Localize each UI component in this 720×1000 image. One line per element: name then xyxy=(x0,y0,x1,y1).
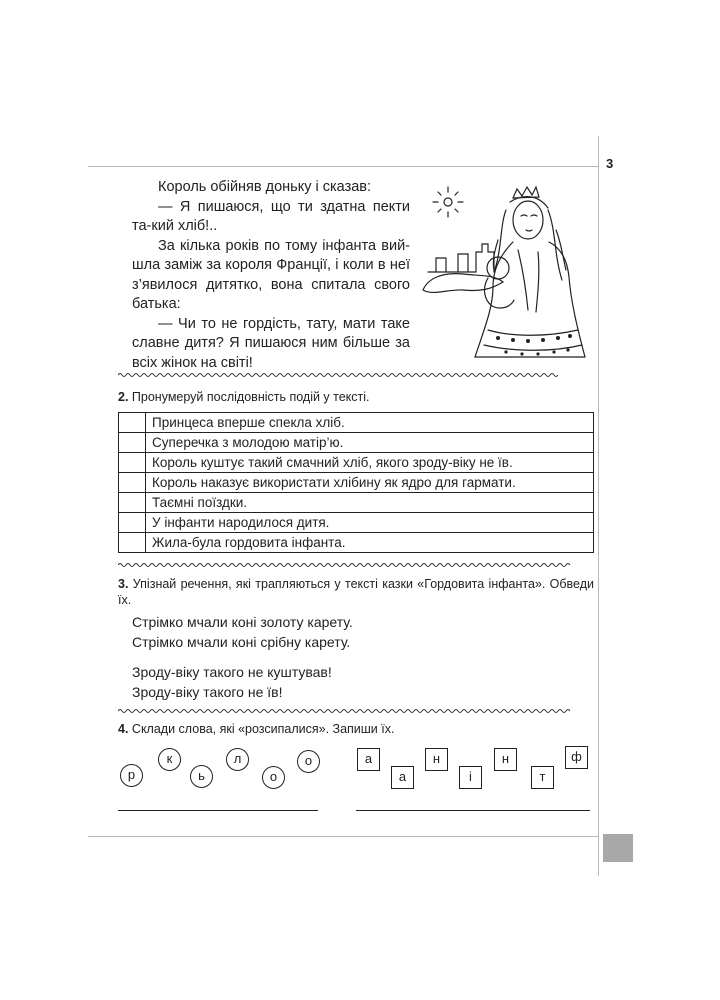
letter-square: т xyxy=(531,766,554,789)
letter-square: н xyxy=(494,748,517,771)
story-paragraph: — Я пишаюся, що ти здатна пекти та-кий хліб!.. xyxy=(132,198,410,234)
number-cell[interactable] xyxy=(119,413,146,433)
story-paragraph: За кілька років по тому інфанта вий-шла заміж за короля Франції, і коли в неї з’явилося дитятко, вона спитала свого батька: xyxy=(132,237,410,312)
page-number: 3 xyxy=(606,156,614,171)
story-paragraph: Король обійняв доньку і сказав: xyxy=(158,179,372,195)
task4-text: Склади слова, які «розсипалися». Запиши їх. xyxy=(131,722,395,736)
header-rule xyxy=(88,166,598,167)
princess-illustration xyxy=(418,180,598,370)
footer-rule xyxy=(88,836,598,837)
answer-line[interactable] xyxy=(356,810,590,811)
task2-title xyxy=(118,390,370,404)
task3-title xyxy=(118,576,594,608)
wavy-separator xyxy=(118,708,594,714)
letter-circle: к xyxy=(158,748,181,771)
table-row xyxy=(119,513,594,533)
letter-circle: о xyxy=(297,750,320,773)
number-cell[interactable] xyxy=(119,473,146,493)
letter-circle: л xyxy=(226,748,249,771)
letter-square: і xyxy=(459,766,482,789)
sentence-option[interactable]: Стрімко мчали коні срібну карету. xyxy=(132,634,351,650)
table-row xyxy=(119,453,594,473)
event-cell: У інфанти народилося дитя. xyxy=(146,513,594,533)
answer-line[interactable] xyxy=(118,810,318,811)
letter-circle: ь xyxy=(190,765,213,788)
sentence-group-2 xyxy=(132,662,332,702)
margin-rule xyxy=(598,136,599,876)
task4-title xyxy=(118,722,394,736)
letter-circle: р xyxy=(120,764,143,787)
page-tab-marker xyxy=(603,834,633,862)
event-cell: Жила-була гордовита інфанта. xyxy=(146,533,594,553)
wavy-separator xyxy=(118,562,594,568)
table-row xyxy=(119,413,594,433)
letter-square: н xyxy=(425,748,448,771)
number-cell[interactable] xyxy=(119,513,146,533)
task2-text: Пронумеруй послідовність подій у тексті. xyxy=(131,390,370,404)
wavy-separator xyxy=(118,372,594,378)
number-cell[interactable] xyxy=(119,433,146,453)
letter-circle: о xyxy=(262,766,285,789)
sentence-option[interactable]: Зроду-віку такого не куштував! xyxy=(132,664,332,680)
sentence-option[interactable]: Зроду-віку такого не їв! xyxy=(132,684,283,700)
event-cell: Таємні поїздки. xyxy=(146,493,594,513)
event-cell: Король куштує такий смачний хліб, якого зроду-віку не їв. xyxy=(146,453,594,473)
number-cell[interactable] xyxy=(119,493,146,513)
letter-square: а xyxy=(391,766,414,789)
task2-number: 2. xyxy=(118,390,129,404)
task3-text: Упізнай речення, які трапляються у тексті казки «Гордовита інфанта». Обведи їх. xyxy=(118,577,594,607)
story-text xyxy=(132,178,410,373)
table-row xyxy=(119,493,594,513)
event-cell: Принцеса вперше спекла хліб. xyxy=(146,413,594,433)
table-row xyxy=(119,473,594,493)
sentence-group-1 xyxy=(132,612,353,652)
story-paragraph: — Чи то не гордість, тату, мати таке славне дитя? Я пишаюся ним більше за всіх жінок на світі! xyxy=(132,315,410,371)
number-cell[interactable] xyxy=(119,533,146,553)
event-cell: Суперечка з молодою матір’ю. xyxy=(146,433,594,453)
letter-square: ф xyxy=(565,746,588,769)
sentence-option[interactable]: Стрімко мчали коні золоту карету. xyxy=(132,614,353,630)
task4-number: 4. xyxy=(118,722,129,736)
sequence-table xyxy=(118,412,594,553)
number-cell[interactable] xyxy=(119,453,146,473)
event-cell: Король наказує використати хлібину як ядро для гармати. xyxy=(146,473,594,493)
letter-square: а xyxy=(357,748,380,771)
table-row xyxy=(119,533,594,553)
table-row xyxy=(119,433,594,453)
task3-number: 3. xyxy=(118,577,129,591)
